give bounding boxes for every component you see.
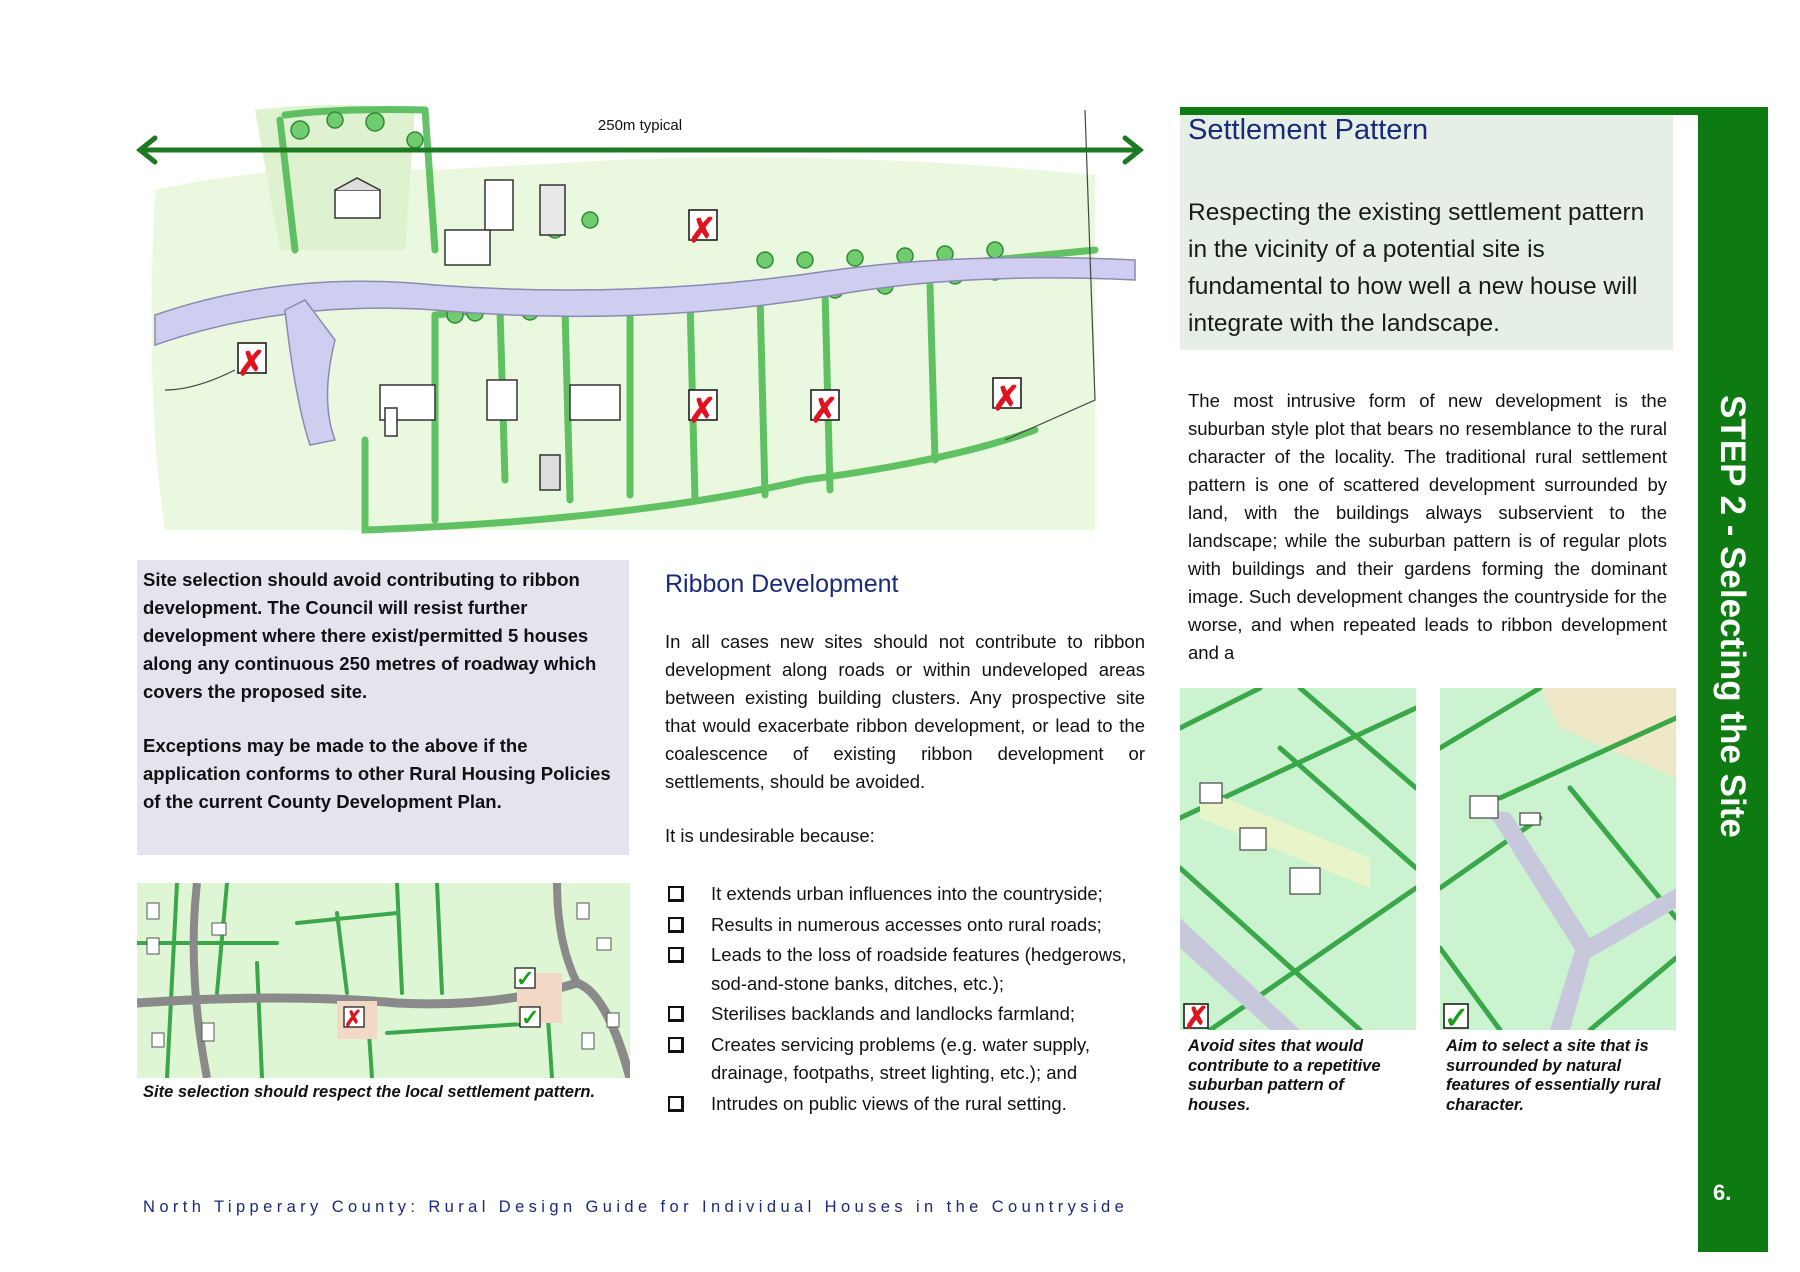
list-item: Creates servicing problems (e.g. water supply, drainage, footpaths, street lighting, etc.); and	[665, 1031, 1155, 1088]
checkbox-bullet-icon	[668, 947, 684, 963]
list-item: Intrudes on public views of the rural setting.	[665, 1090, 1155, 1119]
policy-paragraph-1: Site selection should avoid contributing to ribbon development. The Council will resist further development where there exist/permitted 5 houses along any continuous 250 metres of roadway which covers the proposed site.	[143, 569, 597, 702]
svg-text:✗: ✗	[237, 345, 266, 383]
checkbox-bullet-icon	[668, 886, 684, 902]
page-number: 6.	[1713, 1180, 1732, 1205]
scale-label: 250m typical	[597, 117, 683, 134]
settlement-lead-text: Respecting the existing settlement pattern in the vicinity of a potential site is fundamental to how well a new house will integrate with the landscape.	[1188, 199, 1645, 337]
footer-text: North Tipperary County: Rural Design Guide for Individual Houses in the Countryside	[143, 1198, 1129, 1216]
svg-text:✗: ✗	[344, 1006, 363, 1031]
settlement-body-text: The most intrusive form of new development is the suburban style plot that bears no resemblance to the rural character of the locality. The traditional rural settlement pattern is one of scattered development surrounded by land, with the buildings always subservient to the landscape; while the suburban pattern is of regular plots with buildings and their gardens forming the dominant image. Such development changes the countryside for the worse, and when repeated leads to ribbon development and a	[1188, 390, 1667, 663]
settlement-pattern-heading: Settlement Pattern	[1188, 114, 1429, 146]
list-item: Results in numerous accesses onto rural roads;	[665, 911, 1155, 940]
checkbox-bullet-icon	[668, 1096, 684, 1112]
ribbon-paragraph: In all cases new sites should not contribute to ribbon development along roads or within undeveloped areas between existing building clusters. Any prospective site that would exacerbate ribbon development, or lead to the coalescence of existing ribbon development or settlements, should be avoided.	[665, 631, 1145, 792]
side-tab-title: STEP 2 - Selecting the Site	[1713, 395, 1752, 838]
settlement-map-caption: Site selection should respect the local settlement pattern.	[143, 1083, 596, 1101]
ribbon-development-heading: Ribbon Development	[665, 570, 899, 598]
svg-text:✓: ✓	[521, 1005, 540, 1030]
checkbox-bullet-icon	[668, 1037, 684, 1053]
policy-paragraph-2: Exceptions may be made to the above if the application conforms to other Rural Housing Policies of the current County Development Plan.	[143, 735, 611, 812]
checkbox-bullet-icon	[668, 917, 684, 933]
svg-text:✗: ✗	[688, 392, 717, 430]
svg-text:✗: ✗	[1184, 1002, 1210, 1030]
list-item: Sterilises backlands and landlocks farmland;	[665, 1000, 1155, 1029]
list-item: Leads to the loss of roadside features (hedgerows, sod-and-stone banks, ditches, etc.);	[665, 941, 1155, 998]
avoid-caption: Avoid sites that would contribute to a repetitive suburban pattern of houses.	[1188, 1037, 1381, 1114]
reasons-list	[665, 880, 1155, 1120]
settlement-pattern-map	[137, 883, 630, 1078]
rural-site-illustration	[1440, 688, 1676, 1030]
aim-caption: Aim to select a site that is surrounded by natural features of essentially rural character.	[1446, 1037, 1661, 1114]
svg-text:✓: ✓	[1444, 1002, 1470, 1030]
svg-text:✗: ✗	[810, 392, 839, 430]
svg-text:✗: ✗	[992, 380, 1021, 418]
checkbox-bullet-icon	[668, 1006, 684, 1022]
undesirable-intro: It is undesirable because:	[665, 825, 875, 846]
avoid-suburban-illustration	[1180, 688, 1416, 1030]
ribbon-development-map	[135, 100, 1155, 540]
svg-text:✗: ✗	[688, 212, 717, 250]
list-item: It extends urban influences into the countryside;	[665, 880, 1155, 909]
svg-text:✓: ✓	[516, 966, 535, 991]
